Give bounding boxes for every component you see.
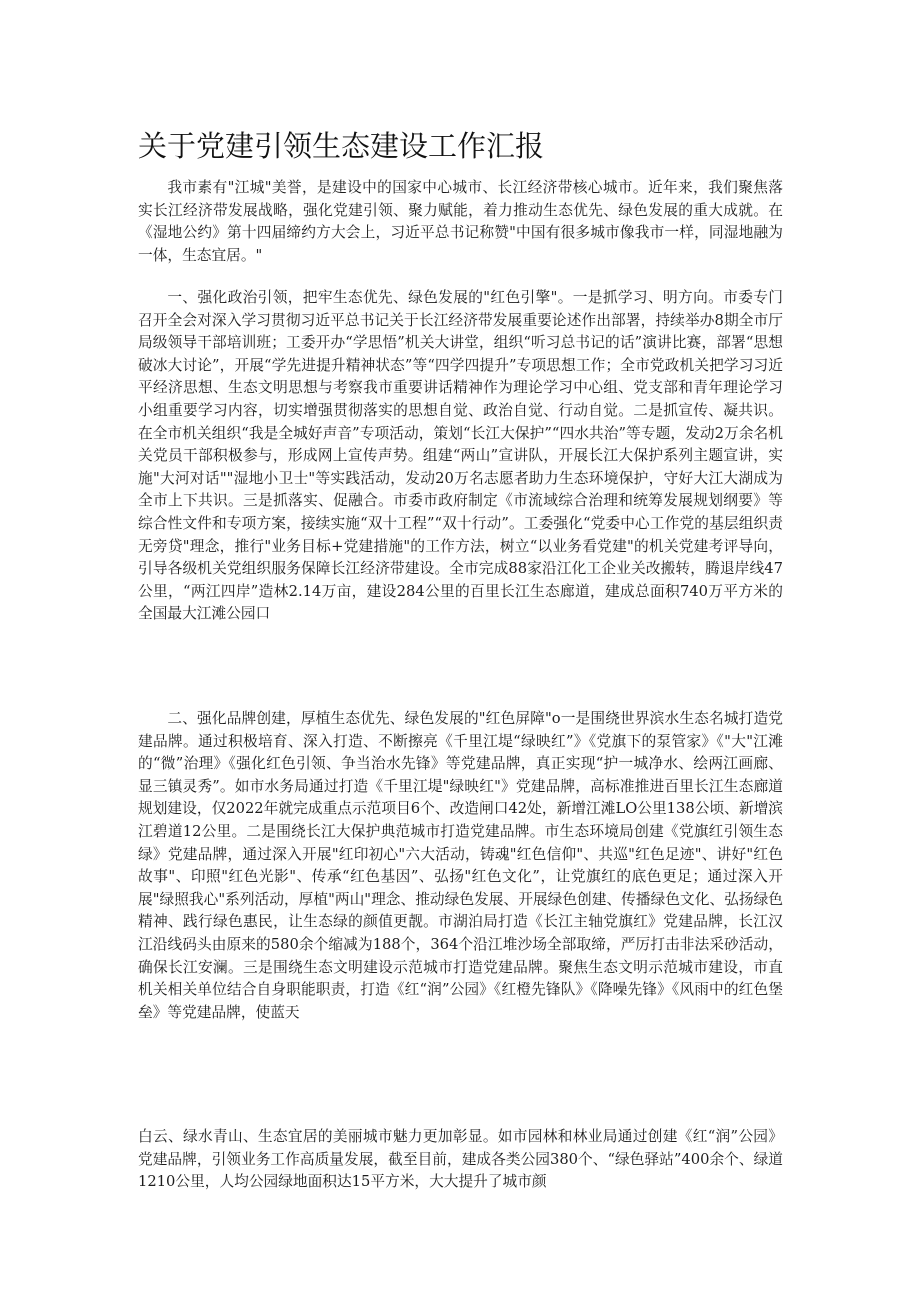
intro-paragraph: 我市素有"江城"美誉，是建设中的国家中心城市、长江经济带核心城市。近年来，我们聚焦落实长江经济带发展战略，强化党建引领、聚力赋能，着力推动生态优先、绿色发展的重大成就。在《湿地公约》第十四届缔约方大会上，习近平总书记称赞"中国有很多城市像我市一样，同湿地融为一体，生态宜居。": [138, 179, 783, 264]
continuation-paragraph: 白云、绿水青山、生态宜居的美丽城市魅力更加彰显。如市园林和林业局通过创建《红“润”公园》党建品牌，引领业务工作高质量发展，截至目前，建成各类公园380个、“绿色驿站”400余个、绿道1210公里，人均公园绿地面积达15平方米，大大提升了城市颜: [138, 1128, 783, 1191]
document-title: 关于党建引领生态建设工作汇报: [138, 129, 545, 163]
section-one-paragraph: 一、强化政治引领，把牢生态优先、绿色发展的"红色引擎"。一是抓学习、明方向。市委专门召开全会对深入学习贯彻习近平总书记关于长江经济带发展重要论述作出部署，持续举办8期全市厅局级领导干部培训班；工委开办“学思悟”机关大讲堂，组织“听习总书记的话”演讲比赛，部署“思想破冰大讨论”，开展“学先进提升精神状态”等“四学四提升”专项思想工作；全市党政机关把学习习近平经济思想、生态文明思想与考察我市重要讲话精神作为理论学习中心组、党支部和青年理论学习小组重要学习内容，切实增强贯彻落实的思想自觉、政治自觉、行动自觉。二是抓宣传、凝共识。在全市机关组织“我是全城好声音”专项活动，策划“长江大保护”“四水共治”等专题，发动2万余名机关党员干部积极参与，形成网上宣传声势。组建“两山”宣讲队，开展长江大保护系列主题宣讲，实施"大河对话""湿地小卫士"等实践活动，发动20万名志愿者助力生态环境保护，守好大江大湖成为全市上下共识。三是抓落实、促融合。市委市政府制定《市流域综合治理和统筹发展规划纲要》等综合性文件和专项方案，接续实施“双十工程”“双十行动”。工委强化“党委中心工作党的基层组织责无旁贷"理念，推行"业务目标+党建措施"的工作方法，树立“以业务看党建"的机关党建考评导向，引导各级机关党组织服务保障长江经济带建设。全市完成88家沿江化工企业关改搬转，腾退岸线47公里，“两江四岸”造林2.14万亩，建设284公里的百里长江生态廊道，建成总面积740万平方米的全国最大江滩公园口: [138, 289, 783, 623]
section-two-paragraph: 二、强化品牌创建，厚植生态优先、绿色发展的"红色屏障"o一是围绕世界滨水生态名城打造党建品牌。通过积极培育、深入打造、不断擦亮《千里江堤“绿映红”》《党旗下的泵管家》《"大"江滩的“微”治理》《强化红色引领、争当治水先锋》等党建品牌，真正实现“护一城净水、绘两江画廊、显三镇灵秀”。如市水务局通过打造《千里江堤"绿映红"》党建品牌，高标准推进百里长江生态廊道规划建设，仅2022年就完成重点示范项目6个、改造闸口42处，新增江滩LO公里138公顷、新增滨江碧道12公里。二是围绕长江大保护典范城市打造党建品牌。市生态环境局创建《党旗红引领生态绿》党建品牌，通过深入开展"红印初心"六大活动，铸魂"红色信仰"、共巡"红色足迹"、讲好"红色故事"、印照"红色光影"、传承“红色基因”、弘扬"红色文化”，让党旗红的底色更足；通过深入开展"绿照我心"系列活动，厚植"两山"理念、推动绿色发展、开展绿色创建、传播绿色文化、弘扬绿色精神、践行绿色惠民，让生态绿的颜值更靓。市湖泊局打造《长江主轴党旗红》党建品牌，长江汉江沿线码头由原来的580余个缩减为188个，364个沿江堆沙场全部取缔，严厉打击非法采砂活动，确保长江安澜。三是围绕生态文明建设示范城市打造党建品牌。聚焦生态文明示范城市建设，市直机关相关单位结合自身职能职责，打造《红“润”公园》《红橙先锋队》《降噪先锋》《风雨中的红色堡垒》等党建品牌，使蓝天: [138, 710, 783, 1021]
